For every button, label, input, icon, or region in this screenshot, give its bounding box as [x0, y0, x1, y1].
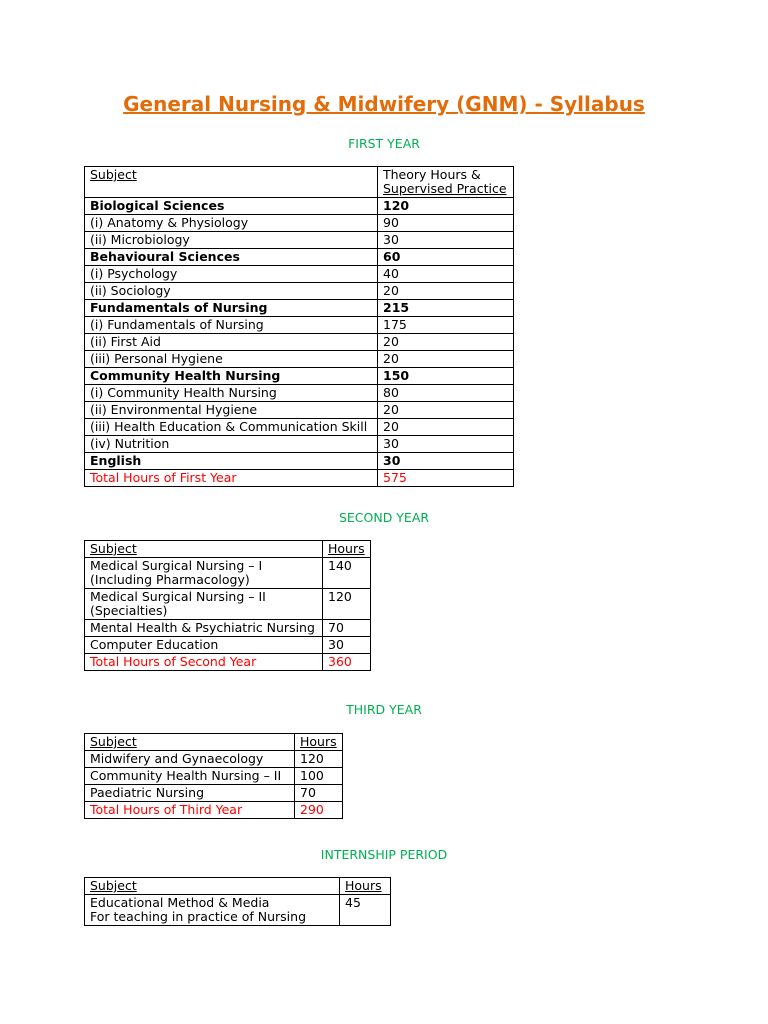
hours-cell: 175: [378, 317, 514, 334]
total-row: [85, 654, 371, 671]
subject-cell: Total Hours of Third Year: [85, 802, 295, 819]
subject-cell: (i) Community Health Nursing: [85, 385, 378, 402]
hours-cell: 80: [378, 385, 514, 402]
subject-header-label: Subject: [90, 734, 137, 749]
table-row: [85, 317, 514, 334]
first-year-body: [85, 167, 514, 487]
table-row: [85, 768, 343, 785]
table-row: [85, 589, 371, 620]
subject-cell: Medical Surgical Nursing – I (Including Pharmacology): [85, 558, 323, 589]
hours-cell: 70: [295, 785, 343, 802]
hours-cell: 45: [340, 895, 391, 926]
subject-header: [85, 734, 295, 751]
hours-header: [323, 541, 371, 558]
subject-cell: (iv) Nutrition: [85, 436, 378, 453]
subject-cell: (ii) First Aid: [85, 334, 378, 351]
internship-heading: INTERNSHIP PERIOD: [320, 847, 448, 862]
table-row: [85, 283, 514, 300]
hours-cell: 140: [323, 558, 371, 589]
first-year-table: [84, 166, 514, 487]
subject-cell: Medical Surgical Nursing – II (Specialties): [85, 589, 323, 620]
subject-cell: (i) Psychology: [85, 266, 378, 283]
third-year-heading: THIRD YEAR: [346, 702, 422, 717]
hours-cell: 90: [378, 215, 514, 232]
table-row: [85, 232, 514, 249]
table-row: [85, 558, 371, 589]
table-row: [85, 453, 514, 470]
hours-header: [340, 878, 391, 895]
hours-cell: 20: [378, 334, 514, 351]
hours-cell: 70: [323, 620, 371, 637]
subject-cell: Computer Education: [85, 637, 323, 654]
hours-cell: 20: [378, 402, 514, 419]
table-row: [85, 385, 514, 402]
hours-cell: 120: [323, 589, 371, 620]
subject-header-label: Subject: [90, 167, 137, 182]
subject-cell: English: [85, 453, 378, 470]
table-row: [85, 751, 343, 768]
second-year-table: [84, 540, 371, 671]
table-row: [85, 436, 514, 453]
table-header-row: [85, 878, 391, 895]
subject-header: [85, 878, 340, 895]
table-row: [85, 402, 514, 419]
table-row: [85, 785, 343, 802]
table-row: [85, 334, 514, 351]
internship-table: [84, 877, 391, 926]
table-row: [85, 368, 514, 385]
subject-cell: Paediatric Nursing: [85, 785, 295, 802]
total-row: [85, 470, 514, 487]
subject-cell: (i) Anatomy & Physiology: [85, 215, 378, 232]
subject-cell: (i) Fundamentals of Nursing: [85, 317, 378, 334]
hours-cell: 30: [323, 637, 371, 654]
subject-cell: Total Hours of First Year: [85, 470, 378, 487]
hours-header: [295, 734, 343, 751]
subject-cell: Community Health Nursing: [85, 368, 378, 385]
subject-cell: (iii) Personal Hygiene: [85, 351, 378, 368]
hours-cell: 60: [378, 249, 514, 266]
first-year-heading: FIRST YEAR: [348, 136, 420, 151]
subject-cell: Fundamentals of Nursing: [85, 300, 378, 317]
table-row: [85, 215, 514, 232]
table-header-row: [85, 734, 343, 751]
subject-cell: Total Hours of Second Year: [85, 654, 323, 671]
page-title: General Nursing & Midwifery (GNM) - Syllabus: [123, 92, 645, 116]
hours-cell: 120: [295, 751, 343, 768]
hours-cell: 40: [378, 266, 514, 283]
hours-header-label: Hours: [328, 541, 365, 556]
hours-cell: 30: [378, 453, 514, 470]
hours-cell: 215: [378, 300, 514, 317]
third-year-body: [85, 734, 343, 819]
hours-header-line2: Supervised Practice: [383, 181, 507, 196]
hours-cell: 360: [323, 654, 371, 671]
subject-header-label: Subject: [90, 541, 137, 556]
subject-cell: (iii) Health Education & Communication Skill: [85, 419, 378, 436]
hours-cell: 20: [378, 419, 514, 436]
hours-cell: 30: [378, 436, 514, 453]
total-row: [85, 802, 343, 819]
subject-cell: (ii) Environmental Hygiene: [85, 402, 378, 419]
hours-header: [378, 167, 514, 198]
hours-cell: 120: [378, 198, 514, 215]
table-row: [85, 300, 514, 317]
hours-cell: 290: [295, 802, 343, 819]
third-year-table: [84, 733, 343, 819]
table-row: [85, 637, 371, 654]
subject-cell: Biological Sciences: [85, 198, 378, 215]
table-row: [85, 266, 514, 283]
hours-cell: 20: [378, 283, 514, 300]
internship-body: [85, 878, 391, 926]
table-row: [85, 895, 391, 926]
subject-header-label: Subject: [90, 878, 137, 893]
second-year-heading: SECOND YEAR: [338, 510, 430, 525]
subject-cell: (ii) Microbiology: [85, 232, 378, 249]
table-row: [85, 620, 371, 637]
hours-cell: 575: [378, 470, 514, 487]
hours-header-label: Hours: [345, 878, 382, 893]
hours-cell: 30: [378, 232, 514, 249]
hours-header-line1: Theory Hours &: [383, 167, 481, 182]
subject-header: [85, 541, 323, 558]
subject-cell: Mental Health & Psychiatric Nursing: [85, 620, 323, 637]
subject-cell: Behavioural Sciences: [85, 249, 378, 266]
table-header-row: [85, 541, 371, 558]
table-header-row: [85, 167, 514, 198]
subject-header: [85, 167, 378, 198]
table-row: [85, 351, 514, 368]
subject-cell: Community Health Nursing – II: [85, 768, 295, 785]
hours-header-label: Hours: [300, 734, 337, 749]
hours-cell: 20: [378, 351, 514, 368]
subject-cell: (ii) Sociology: [85, 283, 378, 300]
hours-cell: 150: [378, 368, 514, 385]
hours-cell: 100: [295, 768, 343, 785]
table-row: [85, 198, 514, 215]
second-year-body: [85, 541, 371, 671]
subject-cell: Educational Method & Media For teaching in practice of Nursing: [85, 895, 340, 926]
subject-cell: Midwifery and Gynaecology: [85, 751, 295, 768]
table-row: [85, 249, 514, 266]
table-row: [85, 419, 514, 436]
